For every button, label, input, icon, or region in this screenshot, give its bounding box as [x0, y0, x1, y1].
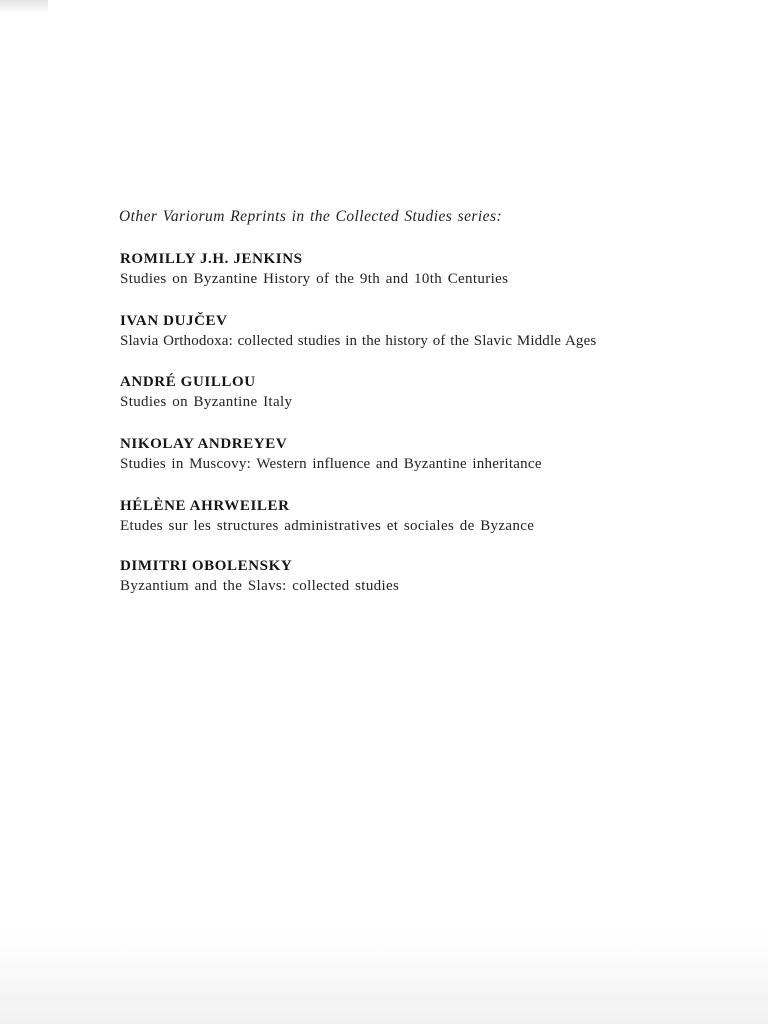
- entry-title: Etudes sur les structures administratives et sociales de Byzance: [120, 518, 535, 534]
- entry-title: Studies on Byzantine Italy: [120, 394, 293, 410]
- series-entry: [120, 249, 508, 289]
- entry-author: ROMILLY J.H. JENKINS: [120, 251, 303, 267]
- series-entry: [120, 311, 596, 351]
- series-entry: [120, 434, 542, 474]
- entry-author: DIMITRI OBOLENSKY: [120, 558, 293, 574]
- scan-bottom-shadow: [0, 930, 768, 1024]
- entry-title: Studies in Muscovy: Western influence and Byzantine inheritance: [120, 456, 542, 472]
- entry-title: Studies on Byzantine History of the 9th and 10th Centuries: [120, 271, 509, 287]
- entry-author: IVAN DUJČEV: [120, 313, 228, 329]
- scan-corner-shadow: [0, 0, 48, 14]
- entry-title: Slavia Orthodoxa: collected studies in the history of the Slavic Middle Ages: [120, 333, 597, 349]
- series-heading: Other Variorum Reprints in the Collected Studies series:: [119, 208, 503, 225]
- entry-title: Byzantium and the Slavs: collected studies: [120, 578, 400, 594]
- entry-author: NIKOLAY ANDREYEV: [120, 436, 288, 452]
- series-entry: [120, 496, 534, 536]
- entry-author: HÉLÈNE AHRWEILER: [120, 498, 290, 514]
- series-entry: [120, 556, 399, 596]
- entry-author: ANDRÉ GUILLOU: [120, 374, 256, 390]
- series-entry: [120, 372, 292, 412]
